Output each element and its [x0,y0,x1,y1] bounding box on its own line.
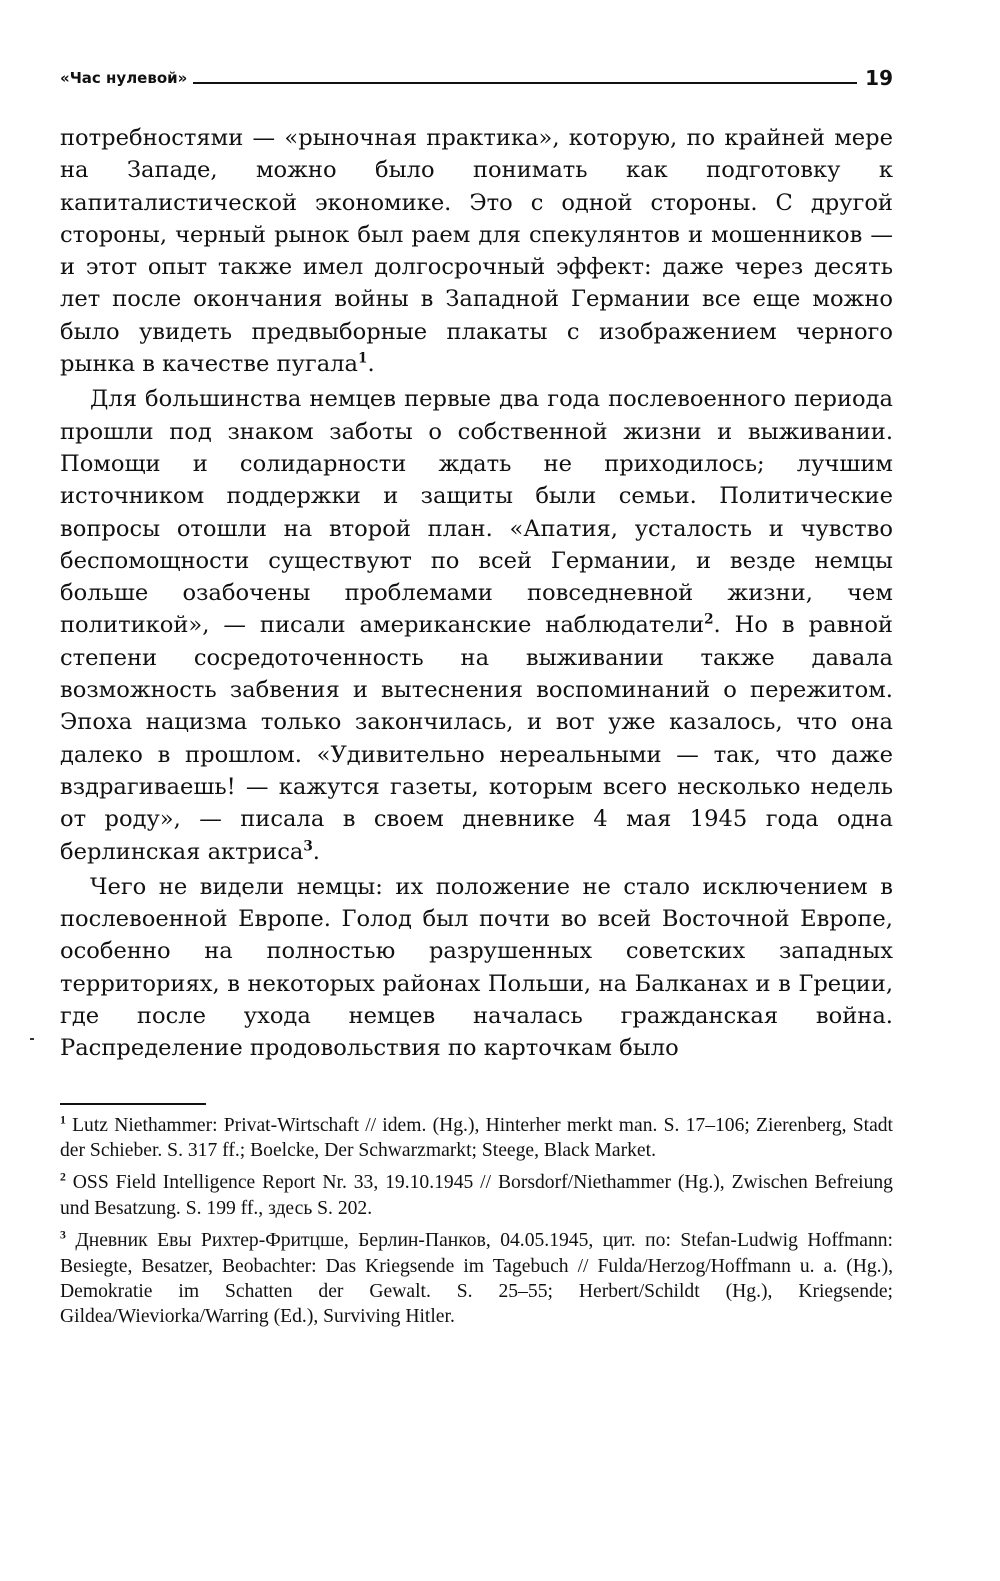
footnote-1-text: Lutz Niethammer: Privat-Wirtschaft // idem. (Hg.), Hinterher merkt man. S. 17–106; Zierenberg, Stadt der Schieber. S. 317 ff.; Boelcke, Der Schwarzmarkt; Steege, Black Market. [60,1114,894,1162]
footnote-1 [60,1113,893,1164]
footnote-ref-2: 2 [704,611,714,628]
footnote-2-text: OSS Field Intelligence Report Nr. 33, 19.10.1945 // Borsdorf/Niethammer (Hg.), Zwischen Befreiung und Besatzung. S. 199 ff., здесь S. 202. [60,1172,893,1219]
footnote-3 [60,1228,893,1330]
footnote-1-mark: 1 [60,1113,66,1127]
paragraph-2 [60,383,893,867]
footnote-3-mark: 3 [60,1228,66,1242]
footnote-ref-1: 1 [358,350,368,367]
footnote-3-text: Дневник Евы Рихтер-Фритцше, Берлин-Панков, 04.05.1945, цит. по: Stefan-Ludwig Hoffmann: Besiegte, Besatzer, Beobachter: Das Kriegsende im Tagebuch // Fulda/Herzog/Hoffmann u. a. (Hg.), Demokratie im Schatten der Gewalt. S. 25–55; Herbert/Schildt (Hg.), Kriegsende; Gildea/Wieviorka/Warring (Ed.), Surviving Hitler. [60,1230,893,1328]
body-text [60,122,893,1065]
paragraph-2-text-a: Для большинства немцев первые два года послевоенного периода прошли под знаком заботы о собственной жизни и выживании. Помощи и солидарности ждать не приходилось; лучшим источником поддержки и защиты были семьи. Политические вопросы отошли на второй план. «Апатия, усталость и чувство беспомощности существуют по всей Германии, и везде немцы больше озабочены проблемами повседневной жизни, чем политикой», — писали американские наблюдатели [60,386,893,639]
page-number: 19 [865,66,893,90]
paragraph-1-text: потребностями — «рыночная практика», которую, по крайней мере на Западе, можно было понимать как подготовку к капиталистической экономике. Это с одной стороны. С другой стороны, черный рынок был раем для спекулянтов и мошенников — и этот опыт также имел долгосрочный эффект: даже через десять лет после окончания войны в Западной Германии все еще можно было увидеть предвыборные плакаты с изображением черного рынка в качестве пугала [60,125,893,378]
footnote-separator [60,1103,206,1105]
footnotes [60,1113,893,1330]
running-head-rule [193,82,857,84]
book-page [60,62,893,1337]
footnote-2-mark: 2 [60,1170,66,1184]
margin-speck [30,1038,34,1040]
running-title: «Час нулевой» [60,69,188,87]
paragraph-1-end: . [367,351,375,378]
paragraph-3: Чего не видели немцы: их положение не стало исключением в послевоенной Европе. Голод был почти во всей Восточной Европе, особенно на полностью разрушенных советских западных территориях, в некоторых районах Польши, на Балканах и в Греции, где после ухода немцев началась гражданская война. Распределение продовольствия по карточкам было [60,873,893,1062]
paragraph-1 [60,122,893,380]
footnote-2 [60,1170,893,1221]
footnote-ref-3: 3 [303,838,313,854]
paragraph-2-text-b: . Но в равной степени сосредоточенность на выживании также давала возможность забвения и вытеснения воспоминаний о пережитом. Эпоха нацизма только закончилась, и вот уже казалось, что она далеко в прошлом. «Удивительно нереальными — так, что даже вздрагиваешь! — кажутся газеты, которым всего несколько недель от роду», — писала в своем дневнике 4 мая 1945 года одна берлинская актриса [60,612,893,865]
paragraph-2-end: . [312,838,320,865]
running-head [60,62,893,88]
